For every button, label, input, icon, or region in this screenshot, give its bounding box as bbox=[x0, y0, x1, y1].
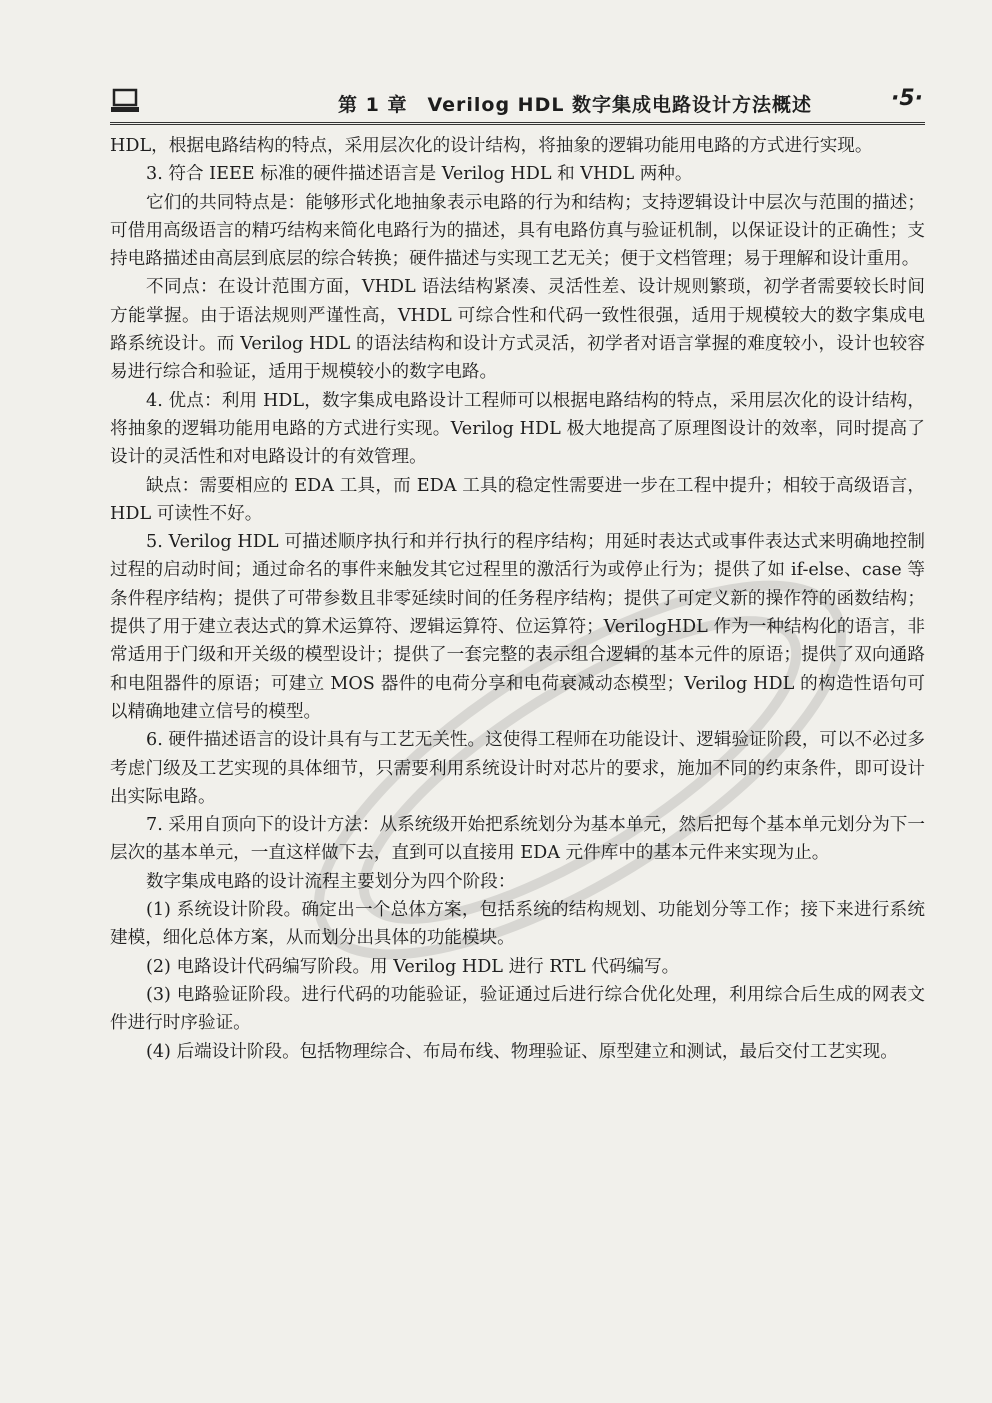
paragraph: (4) 后端设计阶段。包括物理综合、布局布线、物理验证、原型建立和测试，最后交付工艺实现。 bbox=[146, 1041, 898, 1062]
paragraph: 7. 采用自顶向下的设计方法：从系统级开始把系统划分为基本单元，然后把每个基本单元划分为下一层次的基本单元，一直这样做下去，直到可以直接用 EDA 元件库中的基本元件来实现为止。 bbox=[110, 815, 925, 864]
paragraph: 不同点：在设计范围方面，VHDL 语法结构紧凑、灵活性差、设计规则繁琐，初学者需要较长时间方能掌握。由于语法规则严谨性高，VHDL 可综合性和代码一致性很强，适用于规模较大的数字集成电路系统设计。而 Verilog HDL 的语法结构和设计方式灵活，初学者对语言掌握的难度较小，设计也较容易进行综合和验证，适用于规模较小的数字电路。 bbox=[110, 277, 925, 383]
paragraph: 5. Verilog HDL 可描述顺序执行和并行执行的程序结构；用延时表达式或事件表达式来明确地控制过程的启动时间；通过命名的事件来触发其它过程里的激活行为或停止行为；提供了如 if-else、case 等条件程序结构；提供了可带参数且非零延续时间的任务程序结构；提供了可定义新的操作符的函数结构；提供了用于建立表达式的算术运算符、逻辑运算符、位运算符；VerilogHDL 作为一种结构化的语言，非常适用于门级和开关级的模型设计；提供了一套完整的表示组合逻辑的基本元件的原语；提供了双向通路和电阻器件的原语；可建立 MOS 器件的电荷分享和电荷衰减动态模型；Verilog HDL 的构造性语句可以精确地建立信号的模型。 bbox=[110, 532, 925, 722]
paragraph: 4. 优点：利用 HDL，数字集成电路设计工程师可以根据电路结构的特点，采用层次化的设计结构，将抽象的逻辑功能用电路的方式进行实现。Verilog HDL 极大地提高了原理图设计的效率，同时提高了设计的灵活性和对电路设计的有效管理。 bbox=[110, 390, 925, 468]
paragraph: 缺点：需要相应的 EDA 工具，而 EDA 工具的稳定性需要进一步在工程中提升；相较于高级语言，HDL 可读性不好。 bbox=[110, 475, 925, 524]
page-body bbox=[110, 132, 925, 1066]
paragraph: 它们的共同特点是：能够形式化地抽象表示电路的行为和结构；支持逻辑设计中层次与范围的描述；可借用高级语言的精巧结构来简化电路行为的描述，具有电路仿真与验证机制，以保证设计的正确性；支持电路描述由高层到底层的综合转换；硬件描述与实现工艺无关；便于文档管理；易于理解和设计重用。 bbox=[110, 192, 925, 270]
paragraph: (1) 系统设计阶段。确定出一个总体方案，包括系统的结构规划、功能划分等工作；接下来进行系统建模，细化总体方案，从而划分出具体的功能模块。 bbox=[110, 900, 925, 949]
page-number: ·5· bbox=[890, 86, 923, 111]
paragraph: 3. 符合 IEEE 标准的硬件描述语言是 Verilog HDL 和 VHDL 两种。 bbox=[146, 164, 693, 185]
paragraph: (2) 电路设计代码编写阶段。用 Verilog HDL 进行 RTL 代码编写。 bbox=[146, 956, 680, 977]
paragraph: HDL，根据电路结构的特点，采用层次化的设计结构，将抽象的逻辑功能用电路的方式进行实现。 bbox=[110, 136, 873, 156]
paragraph: (3) 电路验证阶段。进行代码的功能验证，验证通过后进行综合优化处理，利用综合后生成的网表文件进行时序验证。 bbox=[110, 984, 925, 1034]
page-header bbox=[110, 82, 925, 125]
computer-icon bbox=[110, 88, 140, 114]
chapter-title: 第 1 章 Verilog HDL 数字集成电路设计方法概述 bbox=[338, 94, 813, 116]
paragraph: 6. 硬件描述语言的设计具有与工艺无关性。这使得工程师在功能设计、逻辑验证阶段，可以不必过多考虑门级及工艺实现的具体细节，只需要利用系统设计时对芯片的要求，施加不同的约束条件，即可设计出实际电路。 bbox=[110, 730, 925, 807]
paragraph: 数字集成电路的设计流程主要划分为四个阶段： bbox=[146, 871, 516, 892]
